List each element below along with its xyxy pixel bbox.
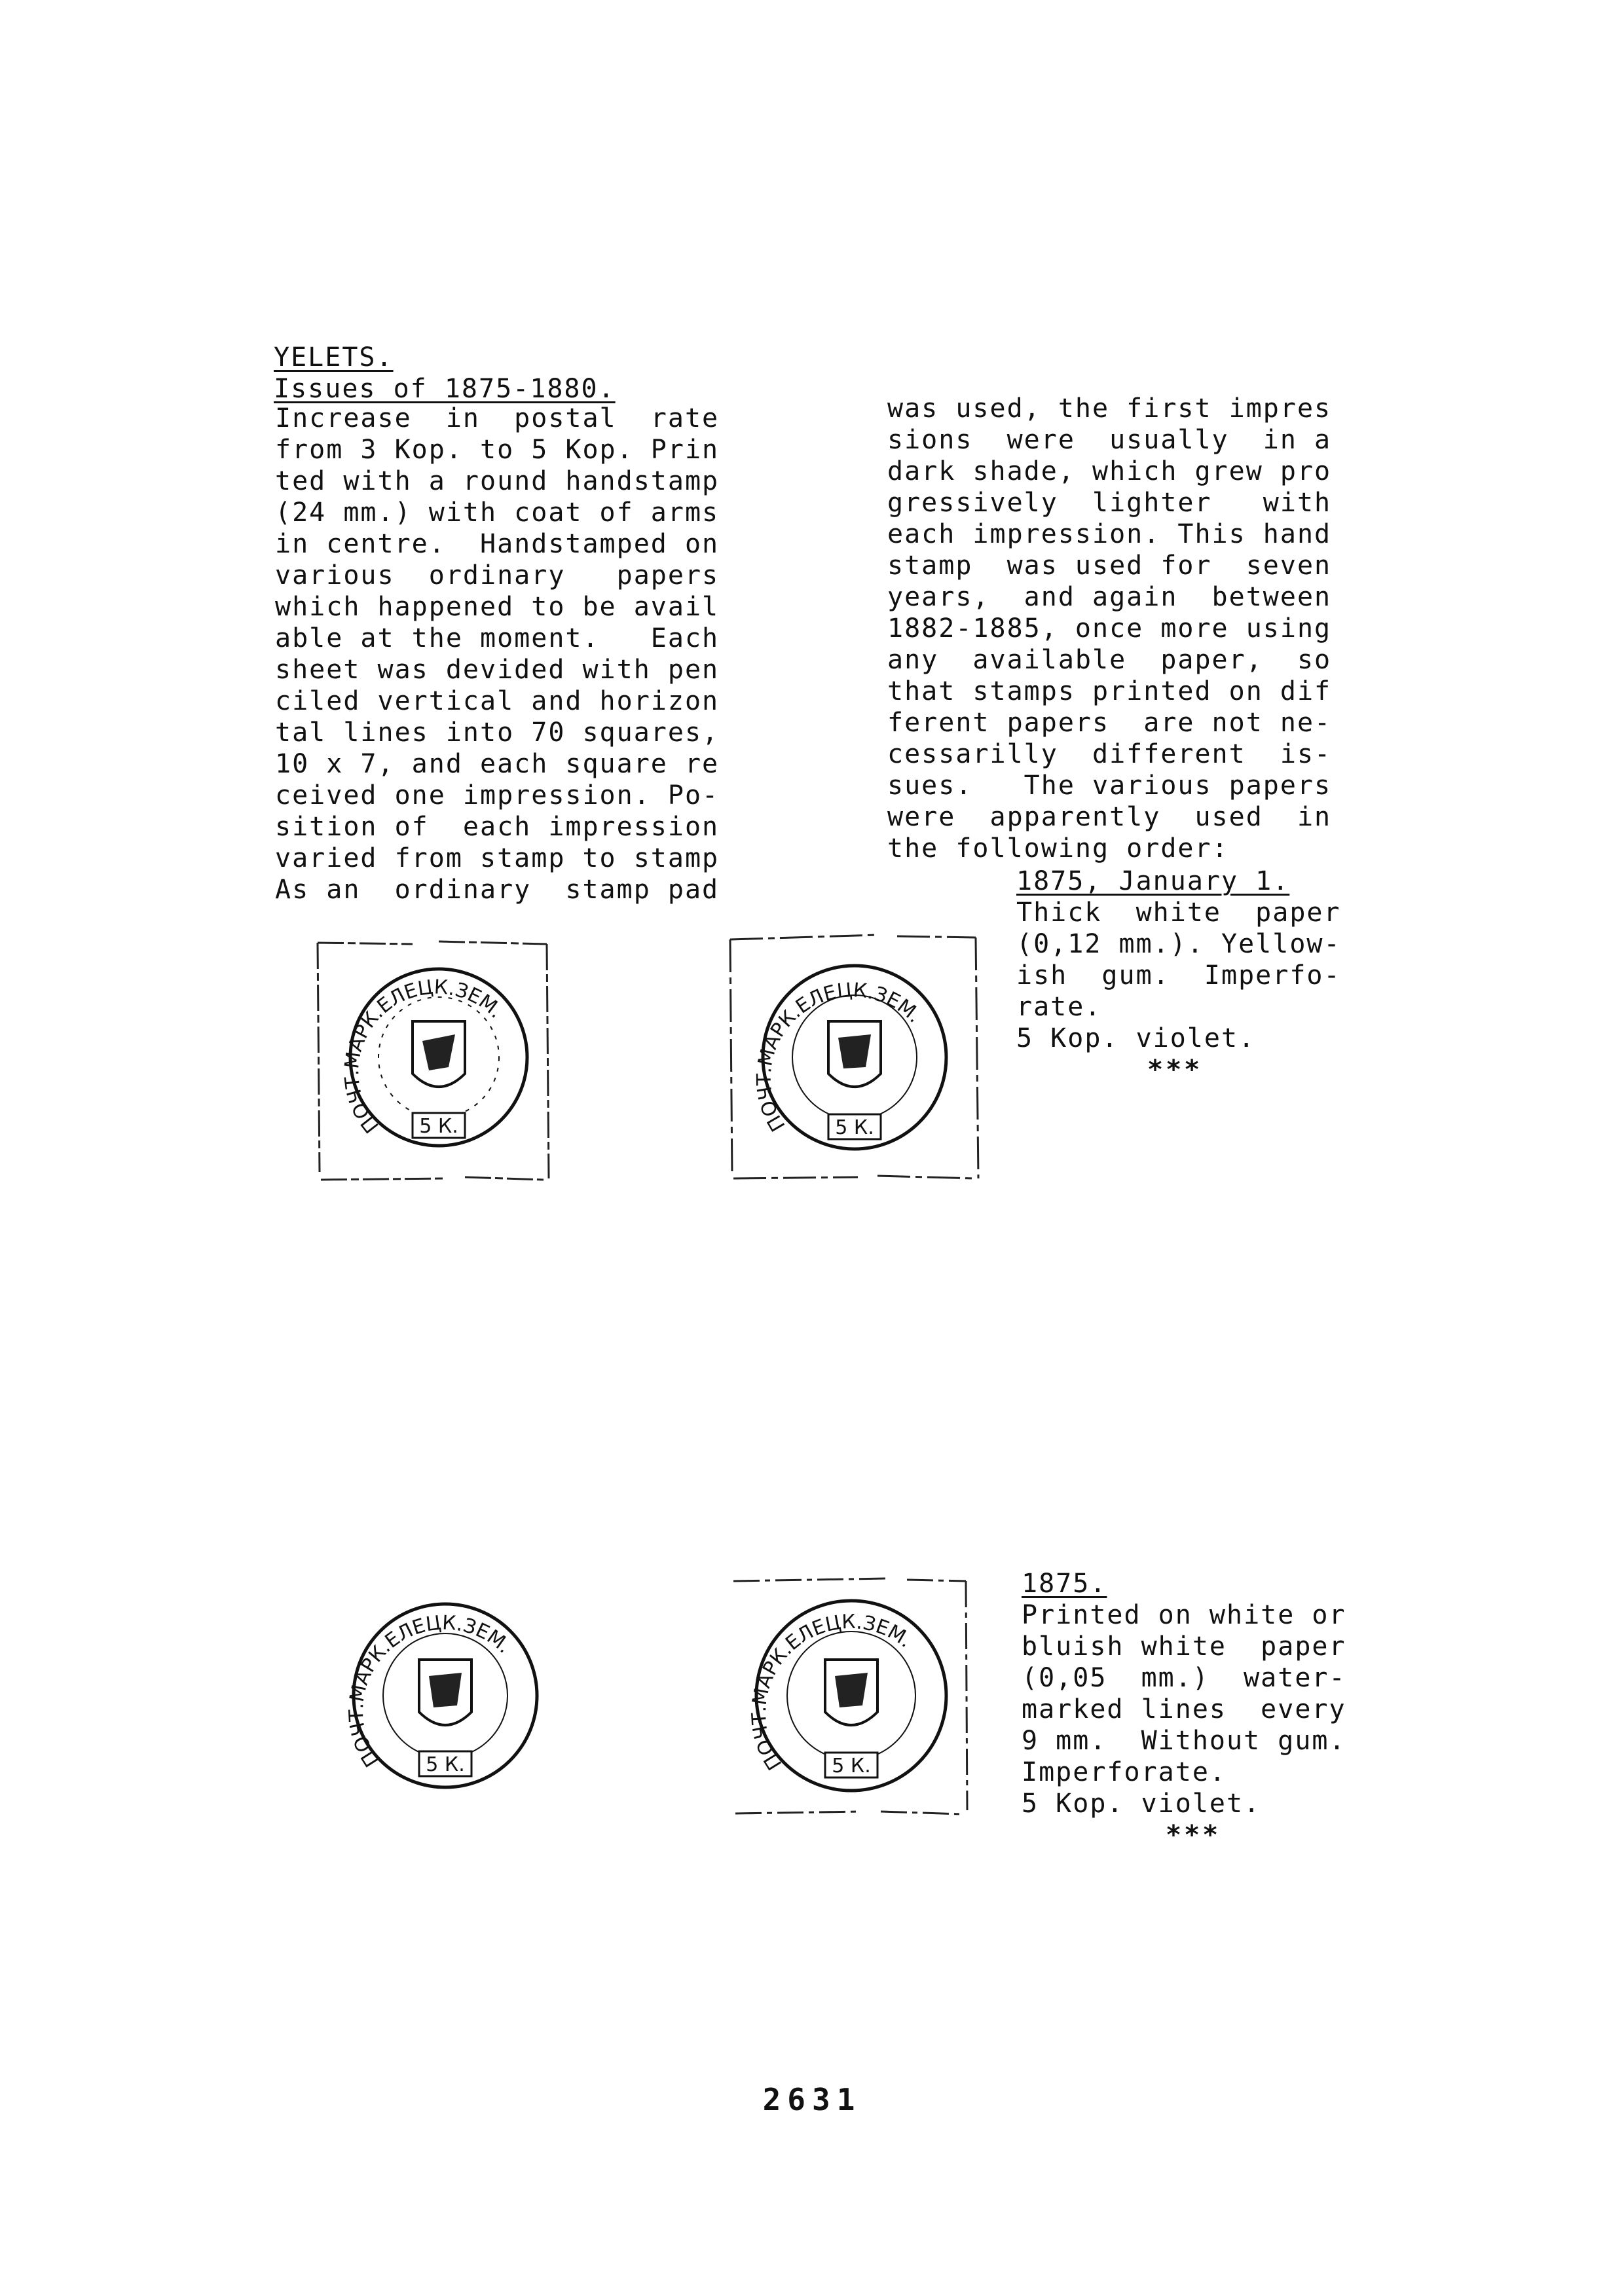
paragraph-line: which happened to be avail xyxy=(275,592,720,622)
stamp-image xyxy=(730,1575,972,1817)
paragraph-line: various ordinary papers xyxy=(275,560,720,591)
issue-line: Imperforate. xyxy=(1022,1757,1227,1787)
paragraph-line: stamp was used for seven xyxy=(887,551,1332,581)
paragraph-line: able at the moment. Each xyxy=(275,623,720,653)
issue-line: bluish white paper xyxy=(1022,1631,1346,1662)
paragraph-line: 1882-1885, once more using xyxy=(887,613,1332,644)
issue-entry xyxy=(1022,1568,1346,1851)
paragraph-line: As an ordinary stamp pad xyxy=(275,875,720,905)
paragraph-line: the following order: xyxy=(887,833,1229,864)
paragraph-line: any available paper, so xyxy=(887,645,1332,675)
paragraph-line: ciled vertical and horizon xyxy=(275,686,720,716)
paragraph-line: sues. The various papers xyxy=(887,771,1332,801)
paragraph-line: ceived one impression. Po- xyxy=(275,780,720,811)
paragraph-line: was used, the first impres xyxy=(887,393,1332,424)
issue-line: Printed on white or xyxy=(1022,1600,1346,1630)
paragraph-line: ferent papers are not ne- xyxy=(887,708,1332,738)
stamp-arc-text: ПОЧТ.МАРК.ЕЛЕЦК.ЗЕМ. xyxy=(747,1610,917,1774)
issue-line: 9 mm. Without gum. xyxy=(1022,1726,1346,1756)
issue-line: Thick white paper xyxy=(1016,898,1341,928)
issue-line: marked lines every xyxy=(1022,1694,1346,1724)
issue-entry xyxy=(1016,866,1341,1085)
stamp-value: 5 К. xyxy=(419,1115,458,1138)
separator-stars: *** xyxy=(1166,1820,1221,1850)
issue-date: 1875, January 1. xyxy=(1016,866,1290,896)
stamp-image xyxy=(334,1584,557,1807)
paragraph-line: that stamps printed on dif xyxy=(887,676,1332,706)
paragraph-line: gressively lighter with xyxy=(887,488,1332,518)
stamp-value: 5 К. xyxy=(835,1116,874,1139)
stamp-image xyxy=(314,936,550,1185)
paragraph-line: tal lines into 70 squares, xyxy=(275,718,720,748)
separator-stars: *** xyxy=(1147,1055,1203,1085)
issue-line: (0,05 mm.) water- xyxy=(1022,1663,1346,1693)
stamp-arc-text: ПОЧТ.МАРК.ЕЛЕЦК.ЗЕМ. xyxy=(344,1611,516,1771)
paragraph-line: each impression. This hand xyxy=(887,519,1332,549)
stamp-value: 5 К. xyxy=(426,1753,465,1776)
paragraph-line: in centre. Handstamped on xyxy=(275,529,720,559)
paragraph-line: 10 x 7, and each square re xyxy=(275,749,720,779)
paragraph-line: sition of each impression xyxy=(275,812,720,842)
paragraph-line: Increase in postal rate xyxy=(275,403,720,433)
stamp-image xyxy=(727,930,982,1185)
paragraph-line: dark shade, which grew pro xyxy=(887,456,1332,486)
issue-line: 5 Kop. violet. xyxy=(1016,1023,1256,1053)
stamp-value: 5 К. xyxy=(832,1755,871,1777)
issue-line: rate. xyxy=(1016,992,1102,1022)
issue-date: 1875. xyxy=(1022,1569,1107,1599)
paragraph-line: from 3 Kop. to 5 Kop. Prin xyxy=(275,435,720,465)
issue-line: (0,12 mm.). Yellow- xyxy=(1016,929,1341,959)
paragraph-line: were apparently used in xyxy=(887,802,1332,832)
paragraph-line: (24 mm.) with coat of arms xyxy=(275,498,720,528)
section-heading xyxy=(274,342,616,405)
page-number: 2631 xyxy=(762,2082,862,2117)
paragraph-line: cessarilly different is- xyxy=(887,739,1332,769)
stamp-arc-text: ПОЧТ.МАРК.ЕЛЕЦК.ЗЕМ. xyxy=(752,979,927,1136)
paragraph-line: years, and again between xyxy=(887,582,1332,612)
paragraph-line: sions were usually in a xyxy=(887,425,1332,455)
issue-range: Issues of 1875-1880. xyxy=(274,374,616,404)
stamp-arc-text: ПОЧТ.МАРК.ЕЛЕЦК.ЗЕМ. xyxy=(341,975,508,1138)
issue-line: 5 Kop. violet. xyxy=(1022,1789,1261,1819)
text-column-left xyxy=(275,403,719,905)
paragraph-line: varied from stamp to stamp xyxy=(275,843,720,873)
paragraph-line: ted with a round handstamp xyxy=(275,466,720,496)
text-column-right xyxy=(887,393,1331,864)
issue-line: ish gum. Imperfo- xyxy=(1016,960,1341,991)
section-title: YELETS. xyxy=(274,342,394,373)
paragraph-line: sheet was devided with pen xyxy=(275,655,720,685)
